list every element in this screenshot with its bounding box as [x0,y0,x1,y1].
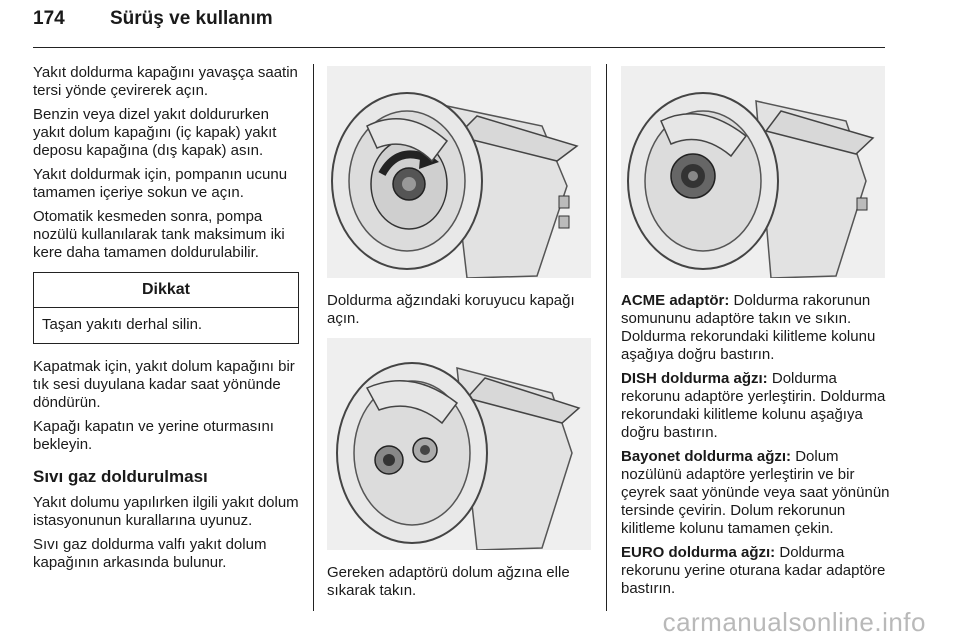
paragraph: Yakıt dolumu yapılırken ilgili yakıt dolum istasyonunun kurallarına uyunuz. [33,494,299,529]
term-label: ACME adaptör: [621,292,730,309]
paragraph: Sıvı gaz doldurma valfı yakıt dolum kapağının arkasında bulunur. [33,536,267,571]
term-text: Dolum nozülünü adaptöre yerleştirin ve bir çeyrek saat yönünde veya saat yönünün tersinde çevirin. Dolum rekorunun kilitleme kolunu tamamen çekin. [621,448,890,537]
term-label: DISH doldurma ağzı: [621,370,768,387]
notice-body: Taşan yakıtı derhal silin. [42,316,203,333]
acme-adaptor-illustration [621,66,885,278]
euro-paragraph [621,544,891,598]
column-right [621,292,891,604]
column-divider [313,64,314,611]
term-text: Doldurma rakorunun somununu adaptöre takın ve sıkın. Doldurma rekorundaki kilitleme kolunu aşağıya doğru bastırın. [621,292,876,363]
caption: Doldurma ağzındaki koruyucu kapağı açın. [327,292,575,327]
notice-title: Dikkat [34,273,298,308]
column-divider [606,64,607,611]
paragraph: Kapağı kapatın ve yerine oturmasını bekleyin. [33,418,274,453]
acme-paragraph [621,292,891,364]
page-number: 174 [33,8,65,29]
term-label: EURO doldurma ağzı: [621,544,776,561]
page-header [33,8,273,30]
column-left [33,64,303,578]
fuel-door-illustration [327,66,591,278]
watermark: carmanualsonline.info [662,607,926,637]
bayonet-paragraph [621,448,891,538]
term-text: Doldurma rekorunu adaptöre yerleştirin. Doldurma rekorundaki kilitleme kolunu aşağıya doğru bastırın. [621,370,886,441]
paragraph: Otomatik kesmeden sonra, pompa nozülü kullanılarak tank maksimum iki kere daha tamamen doldurulabilir. [33,208,285,261]
adaptor-illustration [327,338,591,550]
notice-box [33,272,299,344]
section-heading: Sıvı gaz doldurulması [33,467,208,486]
header-rule [33,47,885,48]
paragraph: Yakıt doldurmak için, pompanın ucunu tamamen içeriye sokun ve açın. [33,166,288,201]
paragraph: Yakıt doldurma kapağını yavaşça saatin tersi yönde çevirerek açın. [33,64,298,99]
dish-paragraph [621,370,891,442]
caption: Gereken adaptörü dolum ağzına elle sıkarak takın. [327,564,570,599]
term-text: Doldurma rekorunu yerine oturana kadar adaptöre bastırın. [621,544,886,597]
paragraph: Benzin veya dizel yakıt doldururken yakıt dolum kapağını (iç kapak) yakıt deposu kapağına (dış kapak) asın. [33,106,277,159]
paragraph: Kapatmak için, yakıt dolum kapağını bir tık sesi duyulana kadar saat yönünde döndürün. [33,358,295,411]
term-label: Bayonet doldurma ağzı: [621,448,792,465]
page-title: Sürüş ve kullanım [110,8,273,29]
